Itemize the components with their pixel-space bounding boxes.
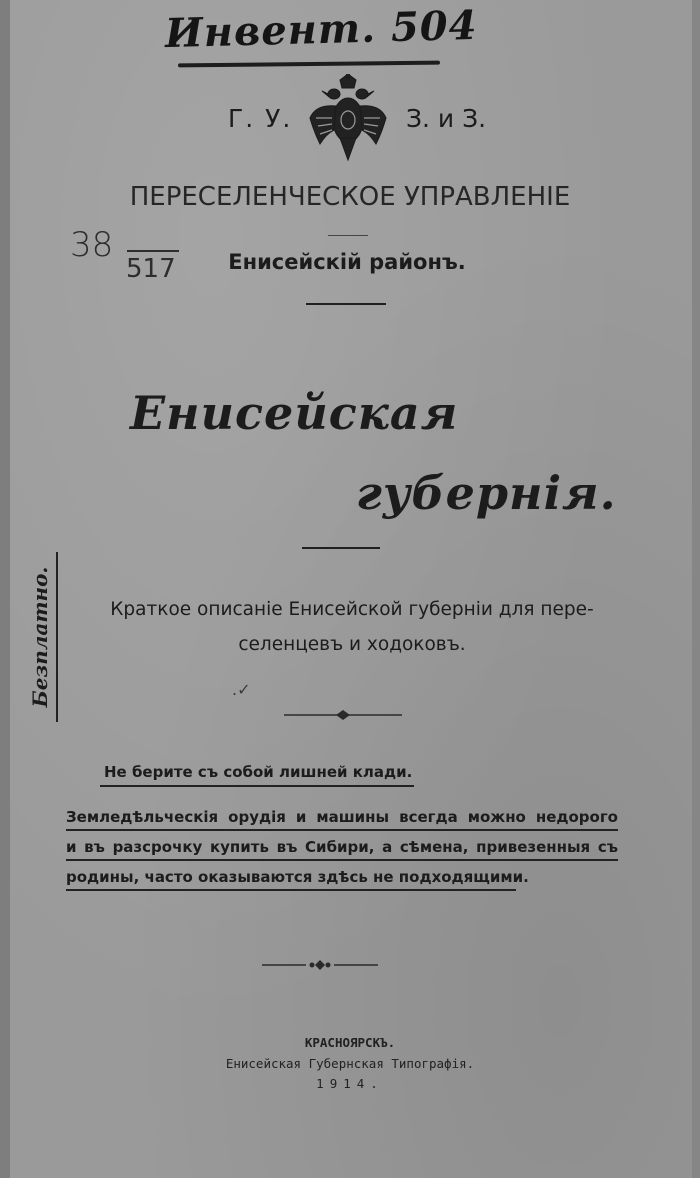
header-left-label: Г. У. [228, 104, 293, 133]
ornament-divider-icon [262, 958, 378, 972]
side-stamp-line [56, 552, 58, 722]
divider [306, 303, 386, 305]
header-right-label: З. и З. [406, 104, 487, 133]
page-edge-left [0, 0, 10, 1178]
notice-underline-2 [66, 859, 618, 861]
inventory-note: Инвент. 504 [164, 1, 479, 58]
notice-line-1: Земледѣльческія орудія и машины всегда можно недорого [66, 808, 618, 826]
double-headed-eagle-emblem-icon [306, 74, 390, 164]
notice-underline-3 [66, 889, 516, 891]
subtitle-line-1: Краткое описаніе Енисейской губерніи для пере- [110, 599, 594, 620]
divider [302, 547, 380, 549]
main-title-line-2: губернія. [356, 466, 617, 520]
imprint-year: 1914. [316, 1076, 384, 1091]
shelf-mark-top: 38 [70, 225, 114, 265]
organization-title: ПЕРЕСЕЛЕНЧЕСКОЕ УПРАВЛЕНІЕ [129, 182, 571, 212]
side-stamp-text: Безплатно. [28, 566, 52, 708]
subtitle [82, 592, 622, 662]
main-title-line-1: Енисейская [130, 386, 459, 440]
notice-heading-underline [100, 785, 414, 787]
pencil-mark: .✓ [232, 680, 251, 699]
side-stamp [22, 552, 58, 722]
notice-underline-1 [66, 829, 618, 831]
notice-line-3: родины, часто оказываются здѣсь не подходящими. [66, 868, 529, 886]
district-label [0, 250, 700, 274]
notice-heading: Не берите съ собой лишней клади. [104, 763, 413, 781]
page-edge-right [692, 0, 700, 1178]
notice-line-2: и въ разсрочку купить въ Сибири, а сѣмена, привезенныя съ [66, 838, 618, 856]
district-text: Енисейскій районъ. [228, 250, 466, 274]
ornament-divider-icon [284, 708, 402, 722]
imprint-city: КРАСНОЯРСКЪ. [304, 1035, 396, 1050]
subtitle-line-2: селенцевъ и ходоковъ. [238, 634, 466, 655]
inventory-underline [178, 61, 440, 68]
notice-paragraph [66, 802, 618, 892]
imprint-printer: Енисейская Губернская Типографія. [225, 1056, 475, 1071]
divider [328, 235, 368, 236]
shelf-mark-bottom: 517 [126, 254, 176, 284]
